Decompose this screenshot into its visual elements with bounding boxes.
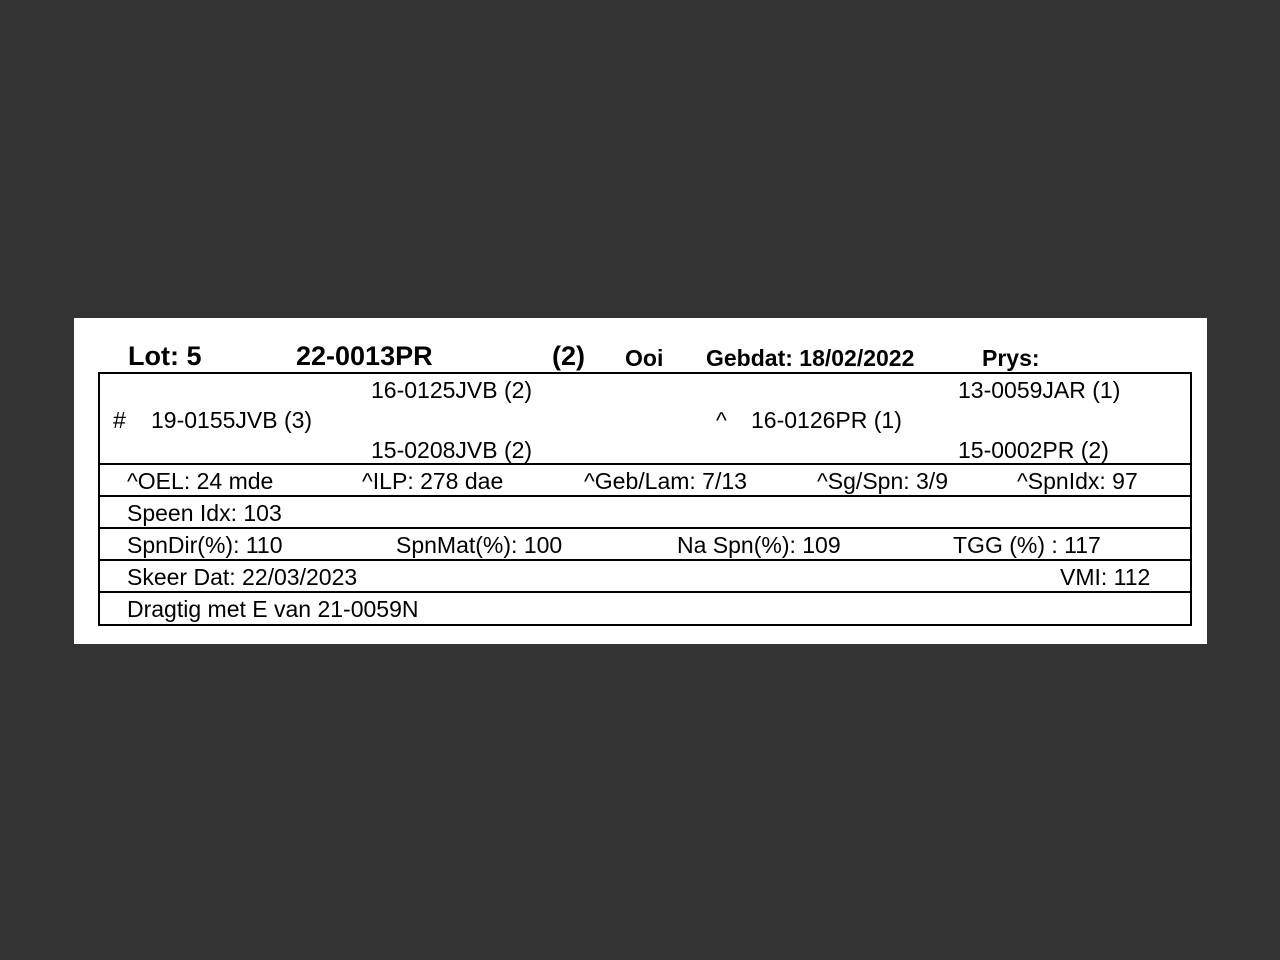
birth-date: Gebdat: 18/02/2022 — [706, 345, 915, 371]
row-divider — [100, 527, 1190, 529]
lot-number: Lot: 5 — [128, 341, 202, 371]
row-divider — [100, 559, 1190, 561]
shear-date: Skeer Dat: 22/03/2023 — [127, 564, 358, 590]
animal-count: (2) — [552, 341, 585, 371]
vmi-value: VMI: 112 — [1060, 564, 1151, 590]
dam-dam: 15-0208JVB (2) — [371, 437, 533, 463]
pregnancy-note: Dragtig met E van 21-0059N — [127, 596, 419, 622]
data-table — [98, 372, 1192, 626]
animal-sex: Ooi — [625, 345, 664, 371]
sire-id: 16-0126PR (1) — [751, 407, 902, 433]
animal-id: 22-0013PR — [296, 341, 433, 371]
stat-sg-spn: ^Sg/Spn: 3/9 — [817, 468, 948, 494]
sire-dam: 15-0002PR (2) — [958, 437, 1109, 463]
dam-sire: 16-0125JVB (2) — [371, 377, 533, 403]
spnmat-pct: SpnMat(%): 100 — [396, 532, 563, 558]
speen-idx: Speen Idx: 103 — [127, 500, 282, 526]
row-divider — [100, 591, 1190, 593]
dam-marker: # — [113, 407, 126, 433]
sire-marker: ^ — [716, 407, 727, 433]
price-label: Prys: — [982, 345, 1040, 371]
row-divider — [100, 495, 1190, 497]
naspn-pct: Na Spn(%): 109 — [677, 532, 841, 558]
tgg-pct: TGG (%) : 117 — [953, 532, 1101, 558]
stat-oel: ^OEL: 24 mde — [127, 468, 274, 494]
sire-sire: 13-0059JAR (1) — [958, 377, 1121, 403]
lot-card — [74, 318, 1207, 644]
spndir-pct: SpnDir(%): 110 — [127, 532, 283, 558]
stat-ilp: ^ILP: 278 dae — [362, 468, 504, 494]
dam-id: 19-0155JVB (3) — [151, 407, 313, 433]
stat-spnidx: ^SpnIdx: 97 — [1017, 468, 1138, 494]
stat-geb-lam: ^Geb/Lam: 7/13 — [584, 468, 747, 494]
